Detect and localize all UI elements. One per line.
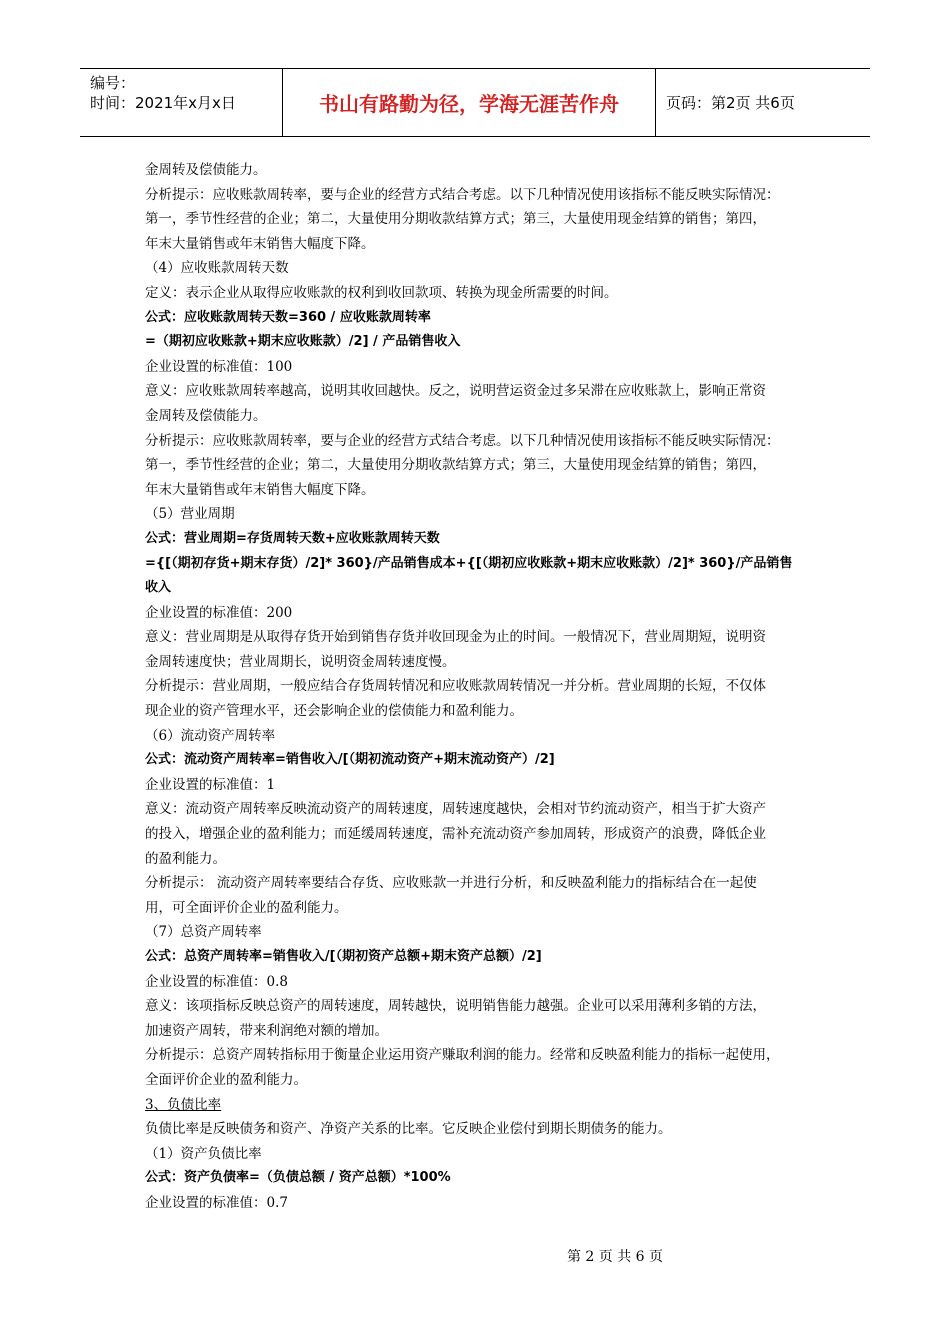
text-line: 企业设置的标准值：0.7 bbox=[145, 1194, 288, 1211]
text-line: 分析提示：总资产周转指标用于衡量企业运用资产赚取利润的能力。经常和反映盈利能力的指标一起使用， bbox=[145, 1047, 780, 1064]
page-header bbox=[80, 68, 870, 137]
formula-line: 公式：流动资产周转率=销售收入/[（期初流动资产+期末流动资产）/2] bbox=[145, 752, 555, 768]
text-line: 意义：该项指标反映总资产的周转速度，周转越快，说明销售能力越强。企业可以采用薄利多销的方法， bbox=[145, 998, 766, 1015]
text-line: 用，可全面评价企业的盈利能力。 bbox=[145, 899, 348, 916]
text-line: 定义：表示企业从取得应收账款的权利到收回款项、转换为现金所需要的时间。 bbox=[145, 284, 618, 301]
text-line: 负债比率是反映债务和资产、净资产关系的比率。它反映企业偿付到期长期债务的能力。 bbox=[145, 1121, 672, 1138]
text-line: 金周转及偿债能力。 bbox=[145, 407, 267, 424]
text-line: 企业设置的标准值：100 bbox=[145, 358, 293, 375]
serial-number-label: 编号： bbox=[90, 74, 136, 92]
text-line: （6）流动资产周转率 bbox=[145, 727, 276, 744]
date-label: 时间：2021年x月x日 bbox=[90, 94, 236, 112]
header-meta-cell bbox=[80, 69, 283, 136]
text-line: 企业设置的标准值：1 bbox=[145, 776, 276, 793]
formula-line: 收入 bbox=[145, 580, 172, 596]
page-code-cell bbox=[656, 69, 870, 136]
footer-page-number: 第 2 页 共 6 页 bbox=[566, 1249, 664, 1265]
formula-line: ={[（期初存货+期末存货）/2]* 360}/产品销售成本+{[（期初应收账款+期末应收账款）/2]* 360}/产品销售 bbox=[145, 555, 793, 571]
text-line: 的投入，增强企业的盈利能力；而延缓周转速度，需补充流动资产参加周转，形成资产的浪费，降低企业 bbox=[145, 826, 766, 843]
text-line: 第一，季节性经营的企业；第二，大量使用分期收款结算方式；第三，大量使用现金结算的销售；第四， bbox=[145, 457, 766, 474]
text-line: 年末大量销售或年末销售大幅度下降。 bbox=[145, 481, 375, 498]
text-line: 分析提示：应收账款周转率，要与企业的经营方式结合考虑。以下几种情况使用该指标不能反映实际情况： bbox=[145, 432, 780, 449]
text-line: 现企业的资产管理水平，还会影响企业的偿债能力和盈利能力。 bbox=[145, 703, 523, 720]
text-line: 企业设置的标准值：200 bbox=[145, 604, 293, 621]
text-line: 分析提示： 流动资产周转率要结合存货、应收账款一并进行分析，和反映盈利能力的指标结合在一起使 bbox=[145, 875, 757, 892]
page-code-text: 页码：第2页 共6页 bbox=[666, 94, 795, 112]
document-body bbox=[145, 158, 820, 1216]
text-line: 意义：应收账款周转率越高，说明其收回越快。反之，说明营运资金过多呆滞在应收账款上，影响正常资 bbox=[145, 383, 766, 400]
text-line: 第一，季节性经营的企业；第二，大量使用分期收款结算方式；第三，大量使用现金结算的销售；第四， bbox=[145, 211, 766, 228]
section-heading: 3、负债比率 bbox=[145, 1096, 222, 1113]
text-line: （5）营业周期 bbox=[145, 506, 235, 523]
formula-line: 公式：资产负债率=（负债总额 / 资产总额）*100% bbox=[145, 1170, 451, 1186]
page-footer bbox=[0, 1246, 950, 1266]
text-line: 企业设置的标准值：0.8 bbox=[145, 973, 288, 990]
text-line: （4）应收账款周转天数 bbox=[145, 260, 289, 277]
motto-text: 书山有路勤为径，学海无涯苦作舟 bbox=[319, 92, 619, 116]
text-line: 分析提示：营业周期，一般应结合存货周转情况和应收账款周转情况一并分析。营业周期的长短，不仅体 bbox=[145, 678, 766, 695]
text-line: （7）总资产周转率 bbox=[145, 924, 262, 941]
text-line: 加速资产周转，带来利润绝对额的增加。 bbox=[145, 1022, 388, 1039]
formula-line: 公式：应收账款周转天数=360 / 应收账款周转率 bbox=[145, 309, 431, 325]
text-line: （1）资产负债比率 bbox=[145, 1145, 262, 1162]
formula-line: =（期初应收账款+期末应收账款）/2] / 产品销售收入 bbox=[145, 334, 461, 350]
formula-line: 公式：营业周期=存货周转天数+应收账款周转天数 bbox=[145, 530, 440, 546]
motto-cell bbox=[283, 69, 656, 136]
text-line: 年末大量销售或年末销售大幅度下降。 bbox=[145, 235, 375, 252]
text-line: 意义：营业周期是从取得存货开始到销售存货并收回现金为止的时间。一般情况下，营业周期短，说明资 bbox=[145, 629, 766, 646]
text-line: 意义：流动资产周转率反映流动资产的周转速度，周转速度越快，会相对节约流动资产，相当于扩大资产 bbox=[145, 801, 766, 818]
text-line: 分析提示：应收账款周转率，要与企业的经营方式结合考虑。以下几种情况使用该指标不能反映实际情况： bbox=[145, 186, 780, 203]
text-line: 金周转速度快；营业周期长，说明资金周转速度慢。 bbox=[145, 653, 456, 670]
text-line: 金周转及偿债能力。 bbox=[145, 162, 267, 178]
formula-line: 公式：总资产周转率=销售收入/[（期初资产总额+期末资产总额）/2] bbox=[145, 949, 542, 964]
text-line: 全面评价企业的盈利能力。 bbox=[145, 1071, 307, 1088]
text-line: 的盈利能力。 bbox=[145, 850, 226, 867]
